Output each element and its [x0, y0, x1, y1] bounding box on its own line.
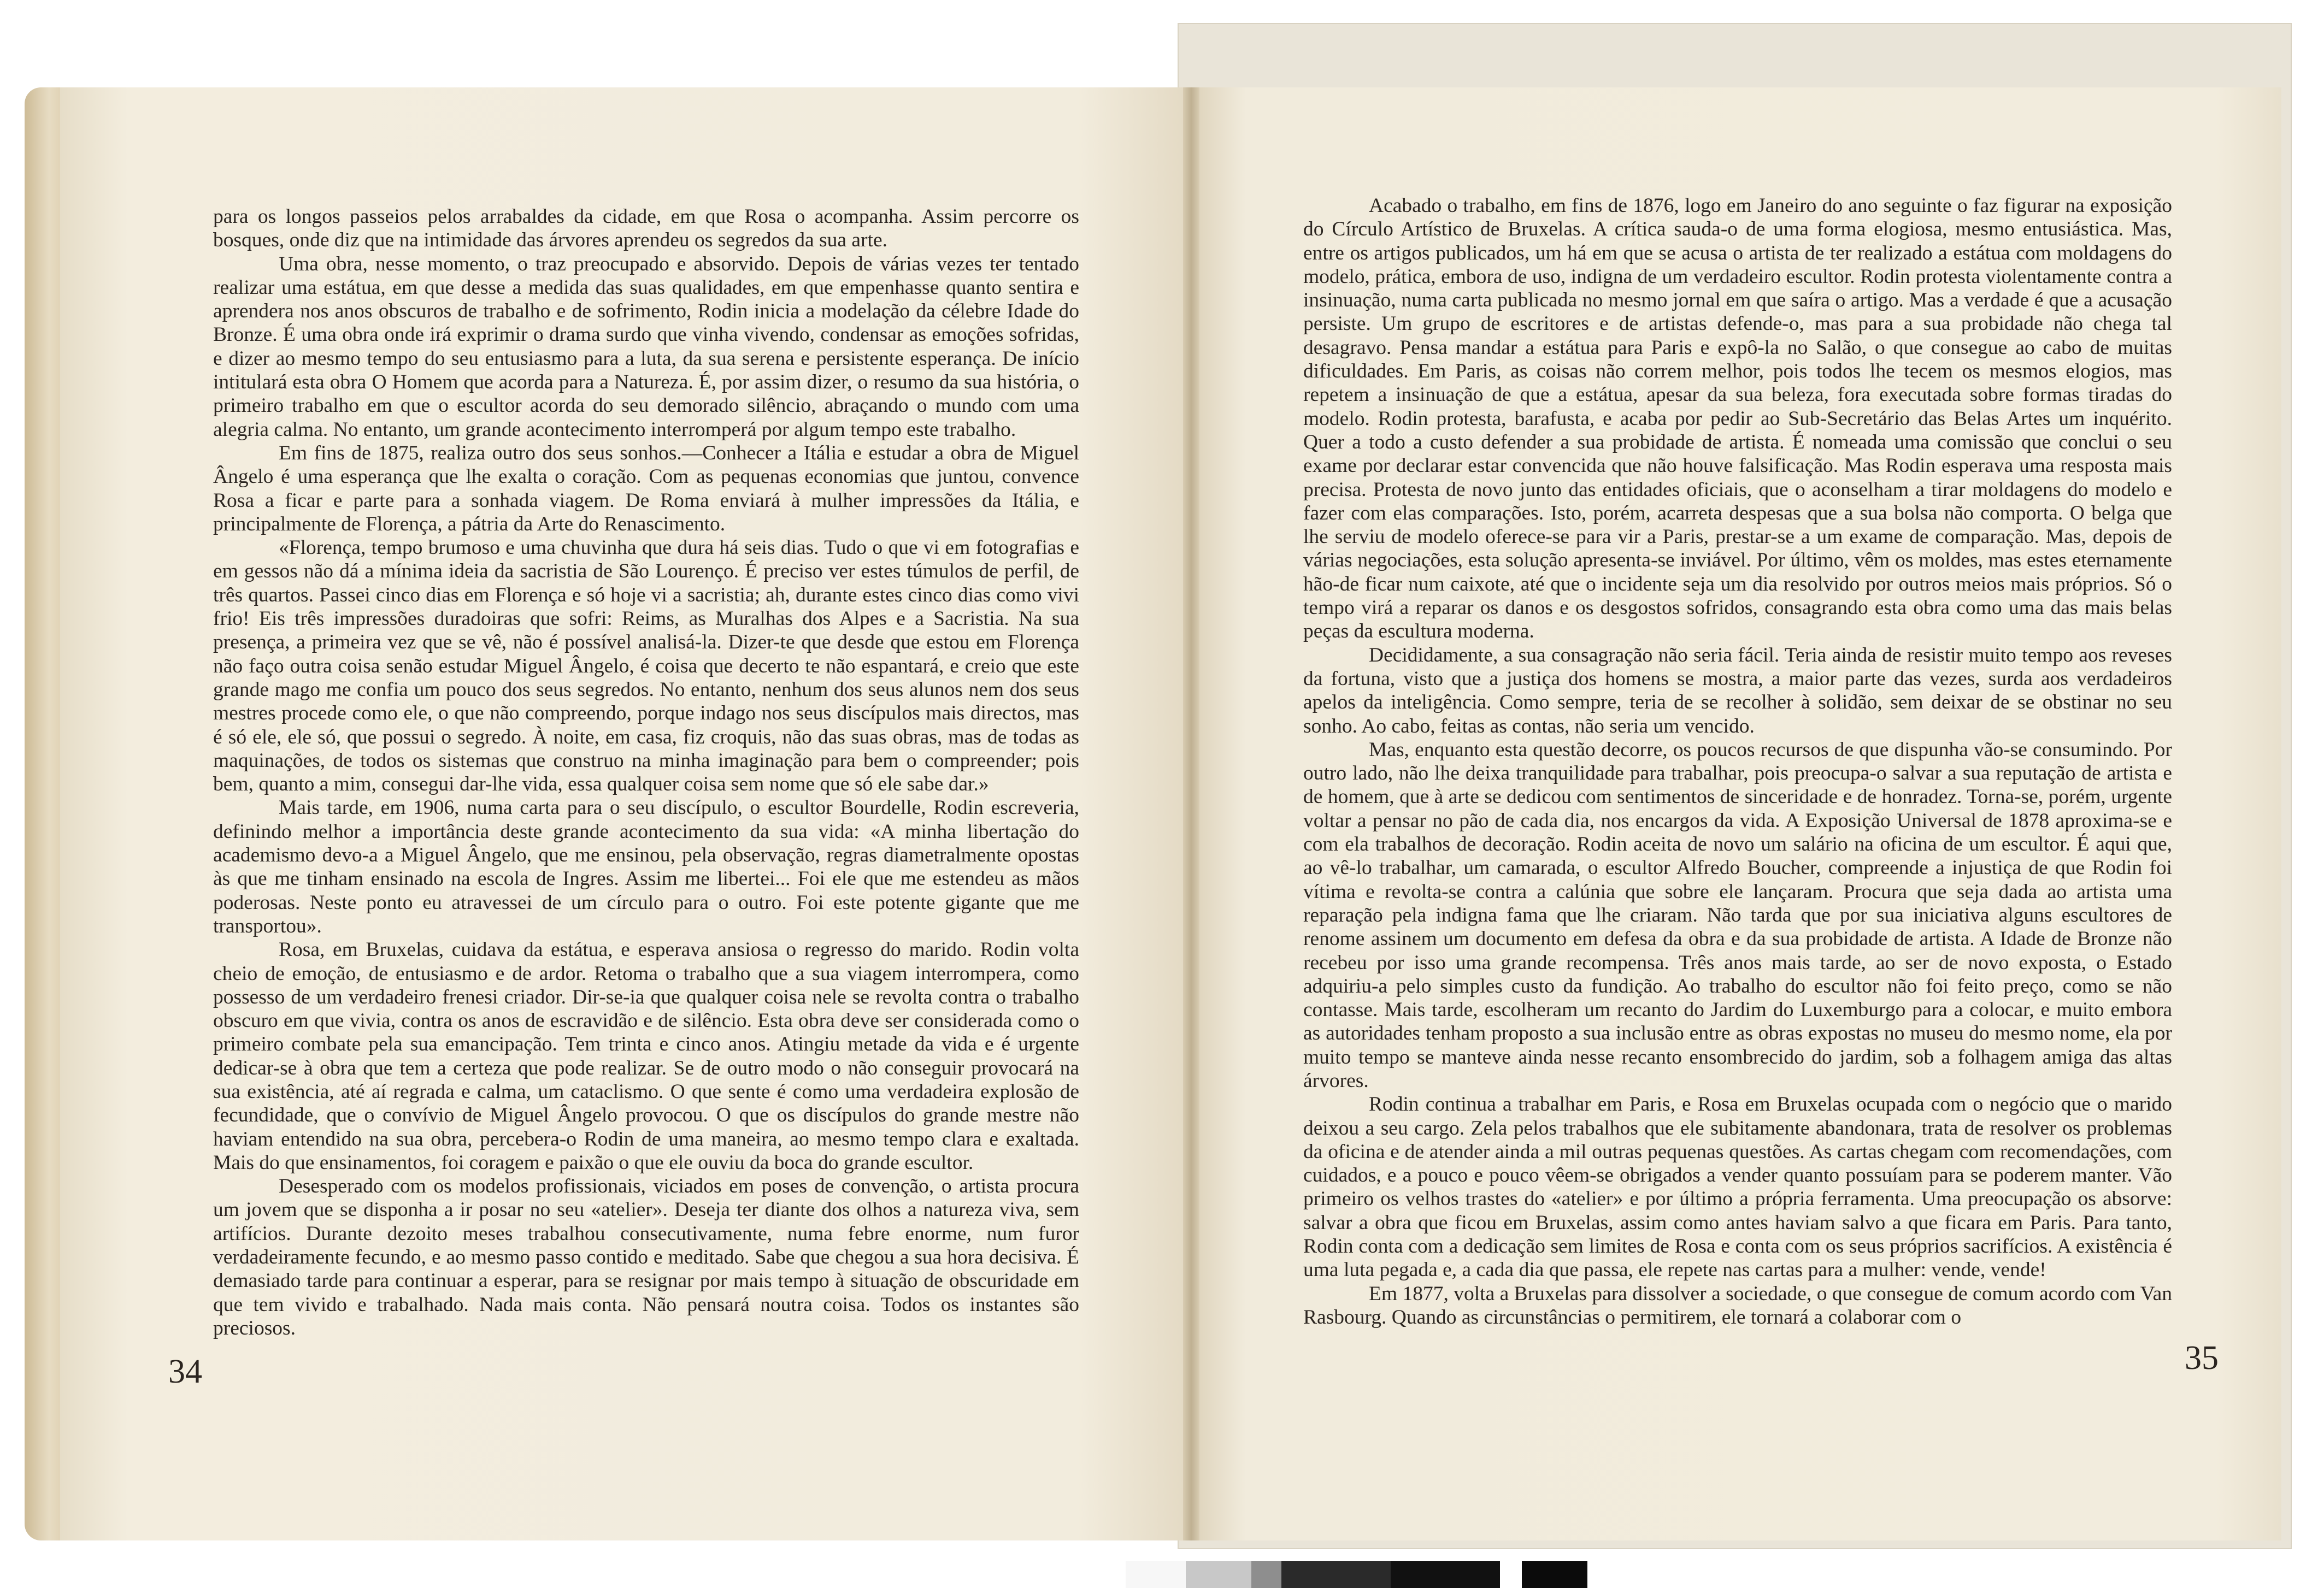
- paragraph: Acabado o trabalho, em fins de 1876, logo em Janeiro do ano seguinte o faz figurar na exposição do Círculo Artístico de Bruxelas. A crítica sauda-o de uma forma elogiosa, mesmo entusiástica. Mas, entre os artigos publicados, um há em que se acusa o artista de ter realizado a estátua com moldagens do modelo, prática, embora de uso, indigna de um verdadeiro escultor. Rodin protesta violentamente contra a insinuação, numa carta publicada no mesmo jornal em que saíra o artigo. Mas a verdade é que a acusação persiste. Um grupo de escritores e de artistas defende-o, mas para a sua probidade não chega tal desagravo. Pensa mandar a estátua para Paris e expô-la no Salão, o que consegue ao cabo de muitas dificuldades. Em Paris, as coisas não correm melhor, pois todos lhe tecem os mesmos elogios, mas repetem a insinuação de que a estátua, apesar da sua beleza, fora executada sobre formas tiradas do modelo. Rodin protesta, barafusta, e acaba por pedir ao Sub-Secretário das Belas Artes um inquérito. Quer a todo a custo defender a sua probidade de artista. É nomeada uma comissão que conclui o seu exame por declarar estar convencida que não houve falsificação. Mas Rodin esperava uma resposta mais precisa. Protesta de novo junto das entidades oficiais, que o aconselham a tirar moldagens do modelo e fazer com elas comparações. Isto, porém, acarreta despesas que a sua bolsa não comporta. O belga que lhe serviu de modelo oferece-se para vir a Paris, prestar-se a um exame de comparação. Mas, depois de várias negociações, esta solução apresenta-se inviável. Por último, vêm os moldes, mas estes eternamente hão-de ficar num caixote, até que o incidente seja um dia resolvido por outros meios mais próprios. Só o tempo virá a reparar os danos e os desgostos sofridos, consagrando esta obra como uma das mais belas peças da escultura moderna.: [1303, 194, 2172, 643]
- paragraph: Mas, enquanto esta questão decorre, os poucos recursos de que dispunha vão-se consumindo. Por outro lado, não lhe deixa tranquilidade para trabalhar, pois preocupa-o salvar a sua reputação de artista e de homem, que à arte se dedicou com sentimentos de sinceridade e de honradez. Torna-se, porém, urgente voltar a pensar no pão de cada dia, nos encargos da vida. A Exposição Universal de 1878 aproxima-se e com ela trabalhos de decoração. Rodin aceita de novo um salário na oficina de um escultor. É aqui que, ao vê-lo trabalhar, um camarada, o escultor Alfredo Boucher, compreende a injustiça de que Rodin foi vítima e revolta-se contra a calúnia que sobre ele lançaram. Procura que seja dada ao artista uma reparação pela indigna fama que lhe criaram. Não tarda que por sua iniciativa alguns escultores de renome assinem um documento em defesa da obra e da sua probidade de artista. A Idade de Bronze não recebeu por isso uma grande recompensa. Três anos mais tarde, ao ser de novo exposta, o Estado adquiriu-a pelo simples custo da fundição. Ao trabalho do escultor não foi feito preço, como se não contasse. Mais tarde, escolheram um recanto do Jardim do Luxemburgo para a colocar, e muito embora as autoridades tenham proposto a sua inclusão entre as obras expostas no museu do mesmo nome, ela por muito tempo se manteve ainda nesse recanto ensombrecido do jardim, sob a folhagem amiga das altas árvores.: [1303, 738, 2172, 1092]
- paragraph: Rodin continua a trabalhar em Paris, e Rosa em Bruxelas ocupada com o negócio que o marido deixou a seu cargo. Zela pelos trabalhos que ele subitamente abandonara, trata de resolver os problemas da oficina e de atender ainda a mil outras pequenas questões. As cartas chegam com recomendações, com cuidados, e a pouco e pouco vêem-se obrigados a vender quanto possuíam para se poderem manter. Vão primeiro os velhos trastes do «atelier» e por último a própria ferramenta. Uma preocupação os absorve: salvar a obra que ficou em Bruxelas, assim como antes haviam salvo a que ficara em Paris. Para tanto, Rodin conta com a dedicação sem limites de Rosa e conta com os seus próprios sacrifícios. A existência é uma luta pegada e, a cada dia que passa, ele repete nas cartas para a mulher: vende, vende!: [1303, 1093, 2172, 1282]
- paragraph: Em 1877, volta a Bruxelas para dissolver a sociedade, o que consegue de comum acordo com Van Rasbourg. Quando as circunstâncias o permitirem, ele tornará a colaborar com o: [1303, 1282, 2172, 1329]
- paragraph: Mais tarde, em 1906, numa carta para o seu discípulo, o escultor Bourdelle, Rodin escreveria, definindo melhor a importância deste grande acontecimento da sua vida: «A minha libertação do academismo devo-a a Miguel Ângelo, que me ensinou, pela observação, regras diametralmente opostas às que me tinham ensinado na escola de Ingres. Assim me libertei... Foi ele que me estendeu as mãos poderosas. Neste ponto eu atravessei de um círculo para o outro. Foi este potente gigante que me transportou».: [213, 796, 1079, 937]
- color-calibration-strip-dark: [1281, 1561, 1587, 1588]
- paragraph: Em fins de 1875, realiza outro dos seus sonhos.—Conhecer a Itália e estudar a obra de Miguel Ângelo é uma esperança que lhe exalta o coração. Com as pequenas economias que juntou, convence Rosa a ficar e parte para a sonhada viagem. De Roma enviará à mulher impressões da Itália, e principalmente de Florença, a pátria da Arte do Renascimento.: [213, 441, 1079, 535]
- page-number-right: 35: [2185, 1339, 2219, 1377]
- paragraph: Rosa, em Bruxelas, cuidava da estátua, e esperava ansiosa o regresso do marido. Rodin volta cheio de emoção, de entusiasmo e de ardor. Retoma o trabalho que a sua viagem interrompera, como possesso de um verdadeiro frenesi criador. Dir-se-ia que qualquer coisa nele se revolta contra o trabalho obscuro em que vivia, contra os anos de escravidão e de silêncio. Esta obra deve ser considerada como o primeiro combate pela sua emancipação. Tem trinta e cinco anos. Atingiu metade da vida e é urgente dedicar-se à obra que tem a certeza que pode realizar. Se de outro modo o não conseguir provocará na sua existência, até aí regrada e calma, um cataclismo. O que sente é como uma verdadeira explosão de fecundidade, que o convívio de Miguel Ângelo provocou. O que os discípulos do grande mestre não haviam entendido na sua obra, percebera-o Rodin de uma maneira, ao mesmo tempo clara e exaltada. Mais do que ensinamentos, foi coragem e paixão o que ele ouviu da boca do grande escultor.: [213, 938, 1079, 1174]
- paragraph: para os longos passeios pelos arrabaldes da cidade, em que Rosa o acompanha. Assim percorre os bosques, onde diz que na intimidade das árvores aprendeu os segredos da sua arte.: [213, 205, 1079, 252]
- paragraph: Desesperado com os modelos profissionais, viciados em poses de convenção, o artista procura um jovem que se disponha a ir posar no seu «atelier». Deseja ter diante dos olhos a natureza viva, sem artifícios. Durante dezoito meses trabalhou consecutivamente, numa febre enorme, num furor verdadeiramente fecundo, e ao mesmo passo contido e meditado. Sabe que chegou a sua hora decisiva. É demasiado tarde para continuar a esperar, para se resignar por mais tempo à situação de obscuridade em que tem vivido e trabalhado. Nada mais conta. Não pensará noutra coisa. Todos os instantes são preciosos.: [213, 1175, 1079, 1339]
- paragraph: «Florença, tempo brumoso e uma chuvinha que dura há seis dias. Tudo o que vi em fotografias e em gessos não dá a mínima ideia da sacristia de São Lourenço. É preciso ver estes túmulos de perfil, de três quartos. Passei cinco dias em Florença e só hoje vi a sacristia; ah, durante estes cinco dias como vivi frio! Eis três impressões duradoiras que sofri: Reims, as Muralhas dos Alpes e a Sacristia. Na sua presença, a primeira vez que se vê, não é possível analisá-la. Dizer-te que desde que estou em Florença não faço outra coisa senão estudar Miguel Ângelo, é coisa que decerto te não espantará, e creio que este grande mago me confia um pouco dos seus segredos. No entanto, nenhum dos seus alunos nem dos seus mestres procede como ele, o que não compreendo, porque indago nos seus discípulos mais directos, mas é só ele, ele só, que possui o segredo. À noite, em casa, fiz croquis, não das suas obras, mas de todas as maquinações, de todos os sistemas que construo na minha imaginação para bem o compreender; pois bem, quanto a mim, consegui dar-lhe vida, essa qualquer coisa sem nome que só ele sabe dar.»: [213, 536, 1079, 796]
- right-page-text: [1303, 194, 2172, 1329]
- paragraph: Uma obra, nesse momento, o traz preocupado e absorvido. Depois de várias vezes ter tentado realizar uma estátua, em que desse a medida das suas qualidades, em que empenhasse quanto sentira e aprendera nos anos obscuros de trabalho e de sofrimento, Rodin inicia a modelação da célebre Idade do Bronze. É uma obra onde irá exprimir o drama surdo que vinha vivendo, condensar as emoções sofridas, e dizer ao mesmo tempo do seu entusiasmo para a luta, da sua serena e persistente esperança. De início intitulará esta obra O Homem que acorda para a Natureza. É, por assim dizer, o resumo da sua história, o primeiro trabalho em que o escultor acorda do seu demorado silêncio, abraçando o mundo com uma alegria calma. No entanto, um grande acontecimento interromperá por algum tempo este trabalho.: [213, 252, 1079, 441]
- page-number-left: 34: [168, 1353, 202, 1390]
- paragraph: Decididamente, a sua consagração não seria fácil. Teria ainda de resistir muito tempo aos reveses da fortuna, visto que a justiça dos homens se mostra, a maior parte das vezes, surda aos verdadeiros apelos da inteligência. Como sempre, teria de se recolher à solidão, sem deixar de se obstinar no seu sonho. Ao cabo, feitas as contas, não seria um vencido.: [1303, 644, 2172, 737]
- left-page-text: [213, 205, 1079, 1340]
- book-gutter: [1183, 87, 1199, 1540]
